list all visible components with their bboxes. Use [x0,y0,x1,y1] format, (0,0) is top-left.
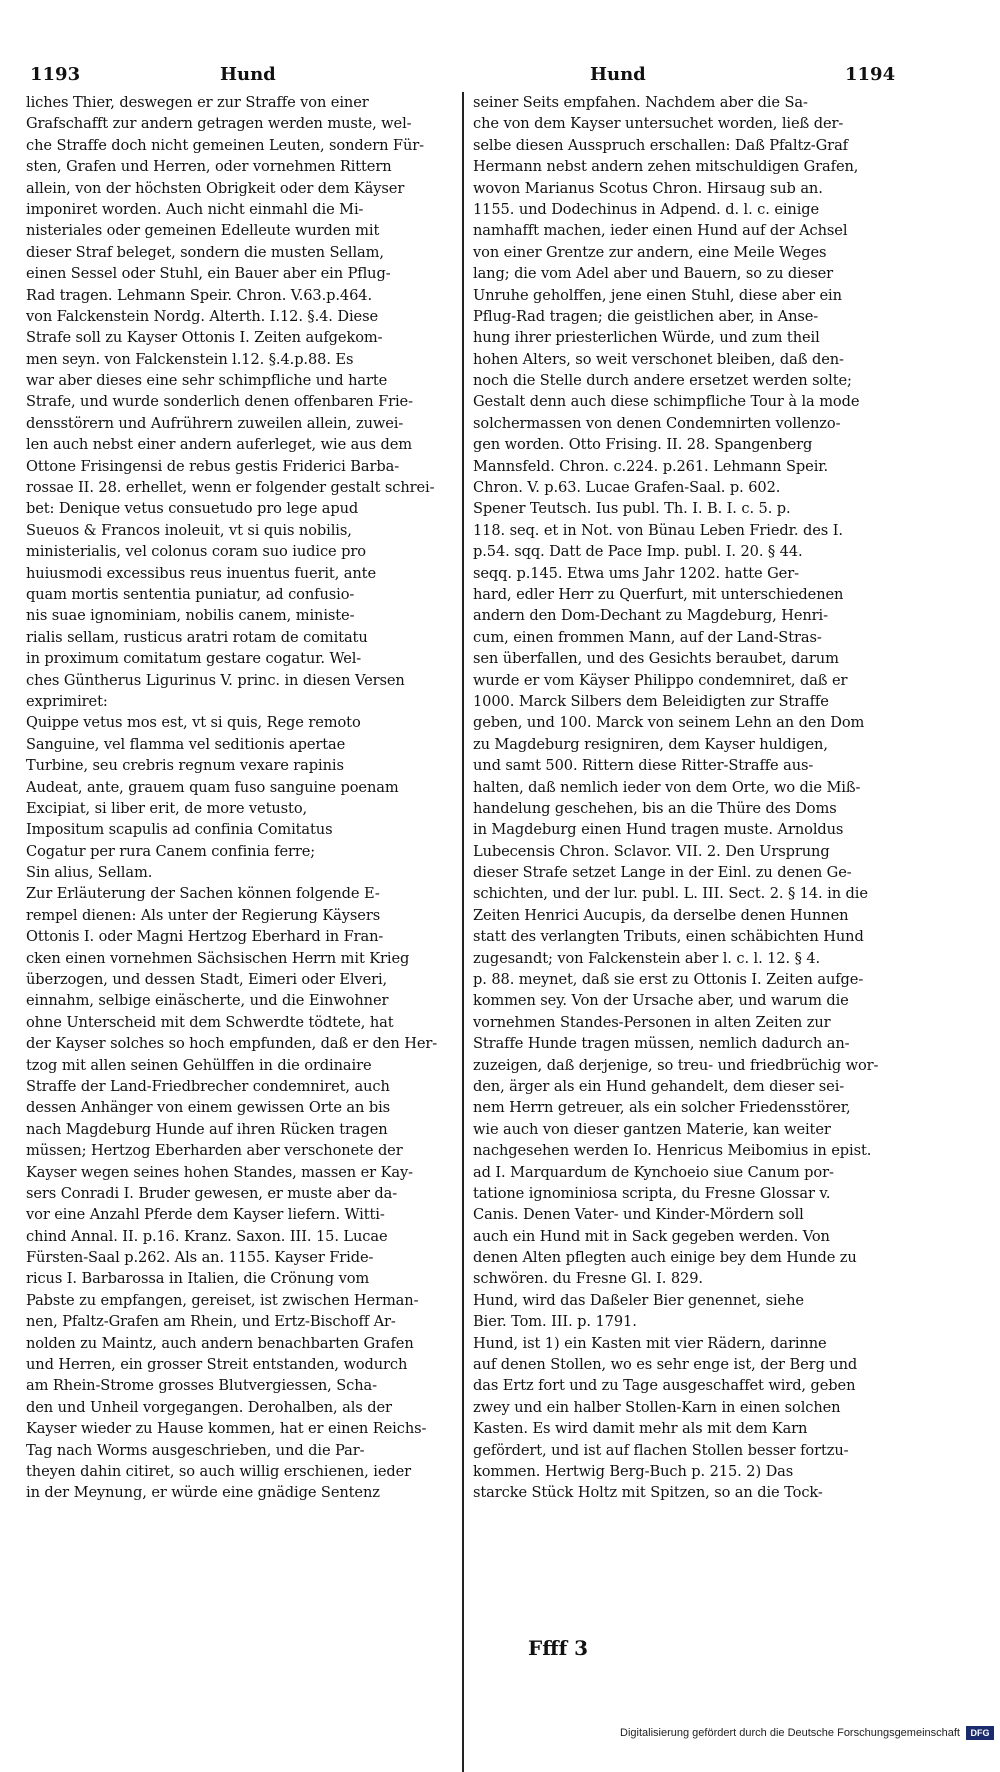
text-line: men seyn. von Falckenstein l.12. §.4.p.88. Es [26,350,354,368]
text-line: Hermann nebst andern zehen mitschuldigen Grafen, [473,158,859,176]
text-line: nis suae ignominiam, nobilis canem, ministe- [26,607,355,625]
text-line: von Falckenstein Nordg. Alterth. I.12. §.4. Diese [26,307,379,325]
text-line: Hund, wird das Daßeler Bier genennet, siehe [473,1291,804,1309]
text-line: wurde er vom Käyser Philippo condemniret, daß er [473,671,848,689]
text-line: sen überfallen, und des Gesichts beraubet, darum [473,650,839,668]
text-line: cken einen vornehmen Sächsischen Herrn mit Krieg [26,949,410,967]
text-line: selbe diesen Ausspruch erschallen: Daß Pfaltz-Graf [473,136,848,154]
text-line: 1155. und Dodechinus in Adpend. d. l. c. einige [473,200,820,218]
text-line: und Herren, ein grosser Streit entstanden, wodurch [26,1356,408,1374]
text-line: imponiret worden. Auch nicht einmahl die Mi- [26,200,364,218]
text-line: hohen Alters, so weit verschonet bleiben, daß den- [473,350,844,368]
text-line: Strafe soll zu Kayser Ottonis I. Zeiten aufgekom- [26,329,383,347]
text-line: Kasten. Es wird damit mehr als mit dem Karn [473,1420,808,1438]
text-line: Cogatur per rura Canem confinia ferre; [26,842,316,860]
text-line: Audeat, ante, grauem quam fuso sanguine poenam [26,778,399,796]
text-line: len auch nebst einer andern auferleget, wie aus dem [26,436,412,454]
text-line: gen worden. Otto Frising. II. 28. Spangenberg [473,436,813,454]
text-line: vornehmen Standes-Personen in alten Zeiten zur [473,1013,831,1031]
text-line: nachgesehen werden Io. Henricus Meibomius in epist. [473,1142,872,1160]
text-line: zuzeigen, daß derjenige, so treu- und friedbrüchig wor- [473,1056,879,1074]
text-line: am Rhein-Strome grosses Blutvergiessen, Scha- [26,1377,377,1395]
text-line: Quippe vetus mos est, vt si quis, Rege remoto [26,714,361,732]
text-line: ricus I. Barbarossa in Italien, die Crönung vom [26,1270,370,1288]
text-line: solchermassen von denen Condemnirten vollenzo- [473,414,841,432]
text-line: das Ertz fort und zu Tage ausgeschaffet wird, geben [473,1377,856,1395]
text-line: überzogen, und dessen Stadt, Eimeri oder Elveri, [26,971,388,989]
text-line: dieser Strafe setzet Lange in der Einl. zu denen Ge- [473,864,852,882]
text-line: ches Güntherus Ligurinus V. princ. in diesen Versen [26,671,405,689]
text-line: tatione ignominiosa scripta, du Fresne Glossar v. [473,1184,831,1202]
text-line: Fürsten-Saal p.262. Als an. 1155. Kayser Fride- [26,1249,374,1267]
text-line: Unruhe geholffen, jene einen Stuhl, diese aber ein [473,286,842,304]
text-line: von einer Grentze zur andern, eine Meile Weges [473,243,827,261]
text-line: che von dem Kayser untersuchet worden, ließ der- [473,115,844,133]
page-number-right: 1194 [845,64,896,85]
text-line: einen Sessel oder Stuhl, ein Bauer aber ein Pflug- [26,265,391,283]
text-line: wie auch von dieser gantzen Materie, kan weiter [473,1120,831,1138]
text-line: Straffe der Land-Friedbrecher condemniret, auch [26,1077,390,1095]
text-line: der Kayser solches so hoch empfunden, daß er den Her- [26,1035,438,1053]
footer-bar [0,1725,1000,1743]
text-line: cum, einen frommen Mann, auf der Land-Stras- [473,628,822,646]
text-line: 118. seq. et in Not. von Bünau Leben Friedr. des I. [473,521,843,539]
text-line: ministerialis, vel colonus coram suo iudice pro [26,543,366,561]
text-line: Pabste zu empfangen, gereiset, ist zwischen Herman- [26,1291,419,1309]
text-line: auf denen Stollen, wo es sehr enge ist, der Berg und [473,1356,858,1374]
text-line: ohne Unterscheid mit dem Schwerdte tödtete, hat [26,1013,394,1031]
text-line: Kayser wegen seines hohen Standes, massen er Kay- [26,1163,413,1181]
column-divider [462,92,464,1772]
text-line: nen, Pfaltz-Grafen am Rhein, und Ertz-Bischoff Ar- [26,1313,396,1331]
text-line: Grafschafft zur andern getragen werden muste, wel- [26,115,412,133]
text-line: ad I. Marquardum de Kynchoeio siue Canum por- [473,1163,834,1181]
text-line: rempel dienen: Als unter der Regierung Käysers [26,906,381,924]
text-line: seqq. p.145. Etwa ums Jahr 1202. hatte Ger- [473,564,799,582]
text-line: lang; die vom Adel aber und Bauern, so zu dieser [473,265,834,283]
text-line: müssen; Hertzog Eberharden aber verschonete der [26,1142,403,1160]
text-line: halten, daß nemlich ieder von dem Orte, wo die Miß- [473,778,861,796]
text-line: tzog mit allen seinen Gehülffen in die ordinaire [26,1056,372,1074]
text-line: Gestalt denn auch diese schimpfliche Tour à la mode [473,393,860,411]
text-line: kommen. Hertwig Berg-Buch p. 215. 2) Das [473,1463,794,1480]
text-line: Zur Erläuterung der Sachen können folgende E- [26,885,380,903]
text-line: war aber dieses eine sehr schimpfliche und harte [26,372,388,390]
text-line: Tag nach Worms ausgeschrieben, und die Par- [26,1441,365,1459]
page-header [30,64,896,88]
text-line: theyen dahin citiret, so auch willig erschienen, ieder [26,1463,412,1480]
text-line: namhafft machen, ieder einen Hund auf der Achsel [473,222,848,240]
text-line: hard, edler Herr zu Querfurt, mit unterschiedenen [473,585,844,603]
funding-credit: Digitalisierung gefördert durch die Deutsche Forschungsgemeinschaft [620,1727,960,1739]
dfg-logo: DFG [966,1726,994,1740]
text-line: p. 88. meynet, daß sie erst zu Ottonis I. Zeiten aufge- [473,971,864,989]
text-line: rossae II. 28. erhellet, wenn er folgender gestalt schrei- [26,479,435,497]
text-line: dessen Anhänger von einem gewissen Orte an bis [26,1099,391,1117]
text-line: quam mortis sententia puniatur, ad confusio- [26,585,355,603]
text-line: Hund, ist 1) ein Kasten mit vier Rädern, darinne [473,1334,827,1352]
text-line: Ottone Frisingensi de rebus gestis Friderici Barba- [26,457,400,475]
text-line: Mannsfeld. Chron. c.224. p.261. Lehmann Speir. [473,457,829,475]
text-line: kommen sey. Von der Ursache aber, und warum die [473,992,849,1010]
text-line: starcke Stück Holtz mit Spitzen, so an die Tock- [473,1484,823,1502]
page-number-left: 1193 [30,64,81,85]
text-line: gefördert, und ist auf flachen Stollen besser fortzu- [473,1441,849,1459]
text-line: zu Magdeburg resigniren, dem Kayser huldigen, [473,735,828,753]
text-line: hung ihrer priesterlichen Würde, und zum theil [473,329,820,347]
text-line: Strafe, und wurde sonderlich denen offenbaren Frie- [26,393,413,411]
text-line: Sanguine, vel flamma vel seditionis apertae [26,735,346,753]
text-line: Straffe Hunde tragen müssen, nemlich dadurch an- [473,1035,850,1053]
text-line: nisteriales oder gemeinen Edelleute wurden mit [26,222,380,240]
text-line: in proximum comitatum gestare cogatur. Wel- [26,650,362,668]
text-line: Spener Teutsch. Ius publ. Th. I. B. I. c. 5. p. [473,500,791,518]
printer-signature: Ffff 3 [528,1636,589,1660]
text-line: seiner Seits empfahen. Nachdem aber die Sa- [473,94,808,111]
text-line: noch die Stelle durch andere ersetzet werden solte; [473,372,852,390]
text-line: densstörern und Aufrührern zuweilen allein, zuwei- [26,414,404,432]
text-line: Chron. V. p.63. Lucae Grafen-Saal. p. 602. [473,479,781,497]
text-line: Canis. Denen Vater- und Kinder-Mördern soll [473,1206,804,1224]
text-line: Sueuos & Francos inoleuit, vt si quis nobilis, [26,521,352,539]
text-line: Kayser wieder zu Hause kommen, hat er einen Reichs- [26,1420,427,1438]
right-text-column [473,92,893,1504]
text-line: liches Thier, deswegen er zur Straffe von einer [26,94,369,111]
text-line: zwey und ein halber Stollen-Karn in einen solchen [473,1398,841,1416]
text-line: statt des verlangten Tributs, einen schäbichten Hund [473,928,864,946]
text-line: Impositum scapulis ad confinia Comitatus [26,821,333,839]
text-line: andern den Dom-Dechant zu Magdeburg, Henri- [473,607,828,625]
text-line: wovon Marianus Scotus Chron. Hirsaug sub an. [473,179,823,197]
text-line: 1000. Marck Silbers dem Beleidigten zur Straffe [473,692,829,710]
text-line: chind Annal. II. p.16. Kranz. Saxon. III. 15. Lucae [26,1227,388,1245]
text-line: exprimiret: [26,692,108,710]
text-line: einnahm, selbige einäscherte, und die Einwohner [26,992,389,1010]
text-line: che Straffe doch nicht gemeinen Leuten, sondern Für- [26,136,424,154]
text-line: nolden zu Maintz, auch andern benachbarten Grafen [26,1334,414,1352]
text-line: Rad tragen. Lehmann Speir. Chron. V.63.p.464. [26,286,373,304]
text-line: bet: Denique vetus consuetudo pro lege apud [26,500,359,518]
text-line: in der Meynung, er würde eine gnädige Sentenz [26,1484,380,1502]
text-line: Pflug-Rad tragen; die geistlichen aber, in Anse- [473,307,819,325]
text-line: allein, von der höchsten Obrigkeit oder dem Käyser [26,179,405,197]
text-line: huiusmodi excessibus reus inuentus fuerit, ante [26,564,376,582]
text-line: und samt 500. Rittern diese Ritter-Straffe aus- [473,757,814,775]
text-line: geben, und 100. Marck von seinem Lehn an den Dom [473,714,865,732]
text-line: in Magdeburg einen Hund tragen muste. Arnoldus [473,821,844,839]
text-line: rialis sellam, rusticus aratri rotam de comitatu [26,628,368,646]
text-line: Sin alius, Sellam. [26,864,153,882]
text-line: auch ein Hund mit in Sack gegeben werden. Von [473,1227,830,1245]
text-line: Turbine, seu crebris regnum vexare rapinis [26,757,344,775]
text-line: nem Herrn getreuer, als ein solcher Friedensstörer, [473,1099,851,1117]
text-line: den, ärger als ein Hund gehandelt, dem dieser sei- [473,1077,845,1095]
running-title-right: Hund [590,64,646,85]
text-line: Zeiten Henrici Aucupis, da derselbe denen Hunnen [473,906,849,924]
text-line: vor eine Anzahl Pferde dem Kayser liefern. Witti- [26,1206,385,1224]
running-title-left: Hund [220,64,276,85]
text-line: p.54. sqq. Datt de Pace Imp. publ. I. 20. § 44. [473,543,803,561]
text-line: Excipiat, si liber erit, de more vetusto, [26,799,308,817]
text-line: Bier. Tom. III. p. 1791. [473,1313,637,1331]
text-line: sten, Grafen und Herren, oder vornehmen Rittern [26,158,392,176]
text-line: dieser Straf beleget, sondern die musten Sellam, [26,243,384,261]
text-line: denen Alten pflegten auch einige bey dem Hunde zu [473,1249,857,1267]
text-line: schichten, und der lur. publ. L. III. Sect. 2. § 14. in die [473,885,868,903]
left-text-column [26,92,446,1504]
text-line: zugesandt; von Falckenstein aber l. c. l. 12. § 4. [473,949,821,967]
text-line: schwören. du Fresne Gl. I. 829. [473,1270,703,1288]
text-line: handelung geschehen, bis an die Thüre des Doms [473,799,837,817]
text-line: nach Magdeburg Hunde auf ihren Rücken tragen [26,1120,388,1138]
text-line: Lubecensis Chron. Sclavor. VII. 2. Den Ursprung [473,842,830,860]
text-line: den und Unheil vorgegangen. Derohalben, als der [26,1398,392,1416]
text-line: sers Conradi I. Bruder gewesen, er muste aber da- [26,1184,398,1202]
text-line: Ottonis I. oder Magni Hertzog Eberhard in Fran- [26,928,384,946]
